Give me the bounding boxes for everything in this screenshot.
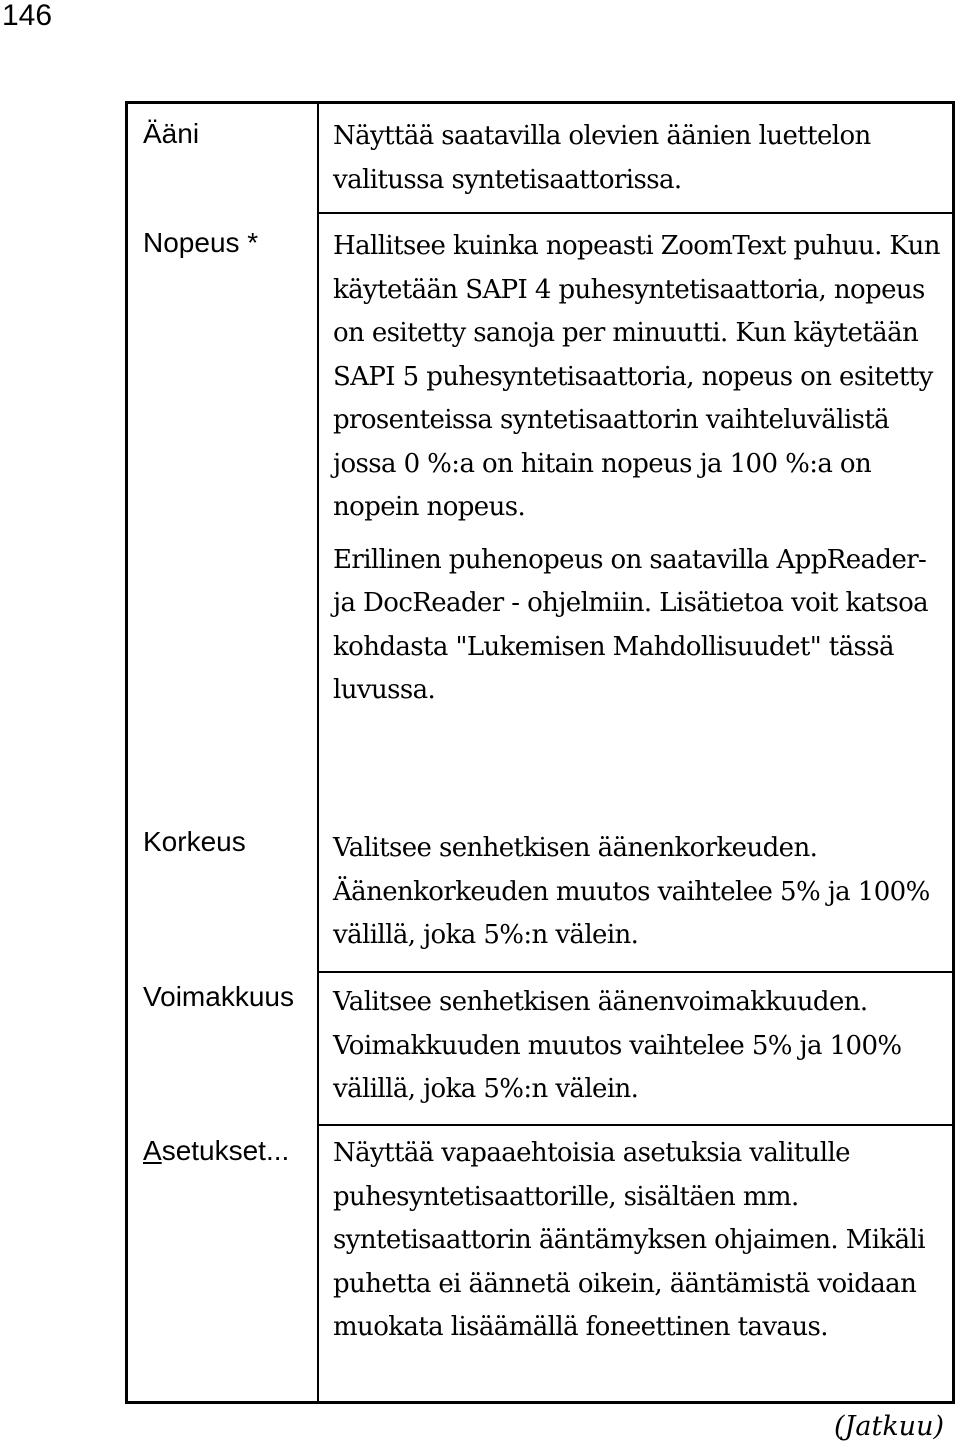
description-paragraph: Valitsee senhetkisen äänenvoimakkuuden. Voimakkuuden muutos vaihtelee 5% ja 100% välillä, joka 5%:n välein.: [333, 987, 902, 1104]
description-paragraph: Näyttää vapaaehtoisia asetuksia valitulle puhesyntetisaattorille, sisältäen mm. syntetisaattorin ääntämyksen ohjaimen. Mikäli puhetta ei äännetä oikein, ääntämistä voidaan muokata lisäämällä foneettinen tavaus.: [333, 1138, 925, 1342]
description-nopeus: [333, 225, 953, 713]
description-paragraph: Valitsee senhetkisen äänenkorkeuden. Äänenkorkeuden muutos vaihtelee 5% ja 100% välillä, joka 5%:n välein.: [333, 833, 930, 950]
term-nopeus: Nopeus *: [143, 227, 259, 258]
term-column: [128, 104, 319, 1401]
mnemonic-letter: A: [143, 1135, 162, 1166]
page-number: 146: [2, 0, 53, 32]
row-divider: [319, 971, 952, 973]
continued-note: (Jatkuu): [834, 1411, 944, 1442]
description-paragraph: Hallitsee kuinka nopeasti ZoomText puhuu. Kun käytetään SAPI 4 puhesyntetisaattoria, nopeus on esitetty sanoja per minuutti. Kun käytetään SAPI 5 puhesyntetisaattoria, nopeus on esitetty prosenteissa syntetisaattorin vaihteluvälistä jossa 0 %:a on hitain nopeus ja 100 %:a on nopein nopeus.: [333, 231, 940, 522]
description-korkeus: [333, 827, 953, 958]
row-divider: [319, 212, 952, 214]
description-paragraph: Näyttää saatavilla olevien äänien luettelon valitussa syntetisaattorissa.: [333, 121, 871, 195]
settings-table: [125, 101, 955, 1404]
row-divider: [319, 1124, 952, 1126]
description-paragraph: Erillinen puhenopeus on saatavilla AppReader- ja DocReader - ohjelmiin. Lisätietoa voit katsoa kohdasta "Lukemisen Mahdollisuudet" tässä luvussa.: [333, 544, 929, 705]
description-column: [319, 104, 952, 1401]
term-aani: Ääni: [143, 118, 200, 149]
description-voimakkuus: [333, 981, 953, 1112]
term-korkeus: Korkeus: [143, 826, 246, 857]
description-asetukset: [333, 1132, 953, 1350]
term-asetukset: [143, 1133, 289, 1169]
description-aani: [333, 115, 953, 202]
term-asetukset-rest: setukset...: [161, 1135, 290, 1166]
term-voimakkuus: Voimakkuus: [143, 981, 294, 1012]
